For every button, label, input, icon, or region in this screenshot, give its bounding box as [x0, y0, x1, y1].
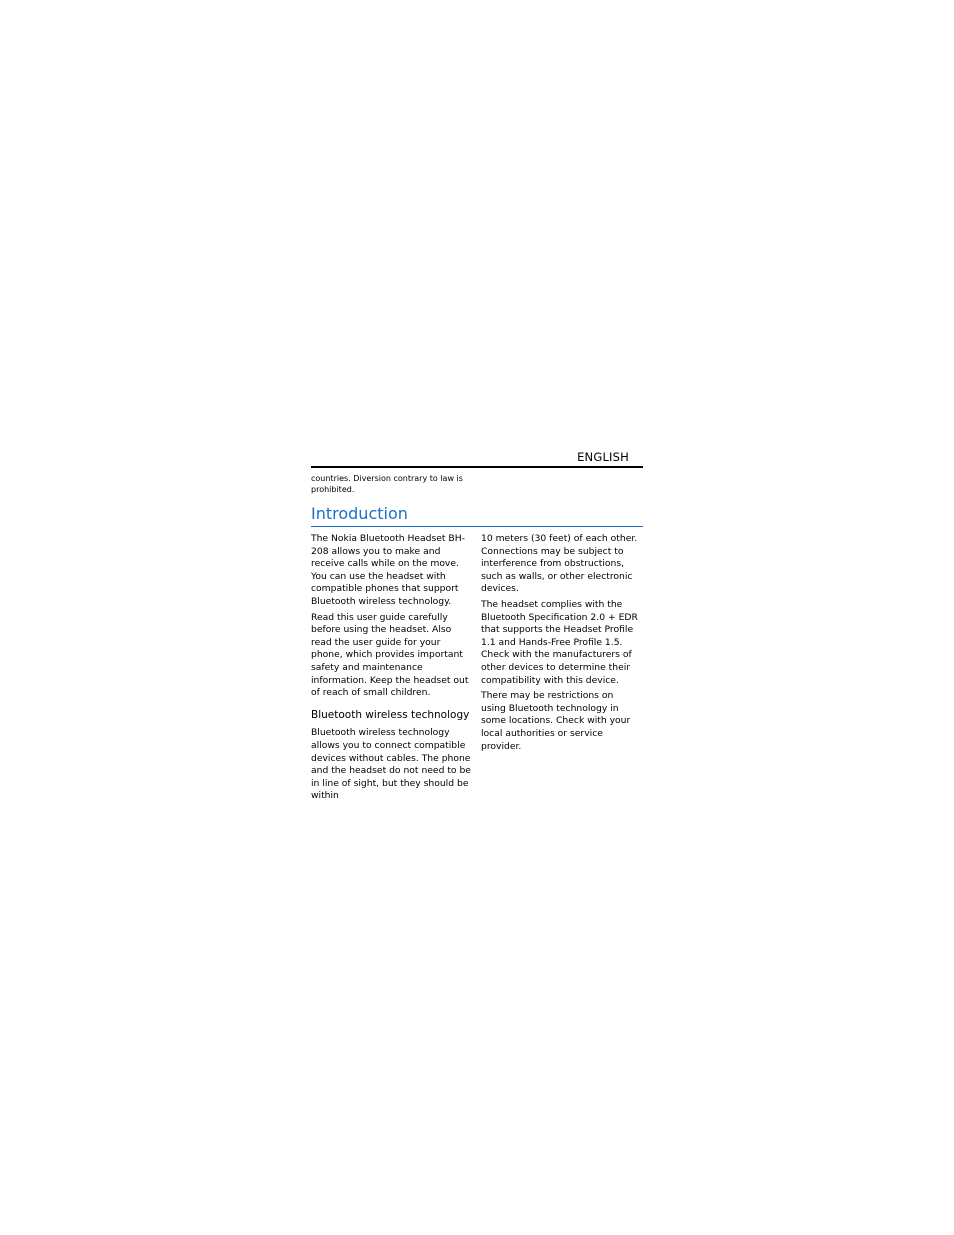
specification-paragraph: The headset complies with the Bluetooth Specification 2.0 + EDR that supports the Headset Profile 1.1 and Hands-Free Profile 1.5. Check with the manufacturers of other devices to determine their compatibility with this device. [481, 598, 638, 686]
header-divider [311, 466, 643, 468]
page-header [311, 448, 643, 466]
bluetooth-paragraph: Bluetooth wireless technology allows you to connect compatible devices without cables. The phone and the headset do not need to be in line of sight, but they should be within [311, 727, 471, 802]
continued-text: countries. Diversion contrary to law is prohibited. [311, 474, 463, 494]
bluetooth-subheading: Bluetooth wireless technology [311, 708, 470, 721]
manual-page [311, 448, 643, 802]
restrictions-paragraph: There may be restrictions on using Bluetooth technology in some locations. Check with your local authorities or service provider. [481, 690, 631, 752]
title-divider [311, 526, 643, 527]
range-paragraph: 10 meters (30 feet) of each other. Connections may be subject to interference from obstructions, such as walls, or other electronic devices. [481, 533, 638, 595]
language-label: ENGLISH [577, 450, 629, 464]
read-guide-paragraph: Read this user guide carefully before using the headset. Also read the user guide for your phone, which provides important safety and maintenance information. Keep the headset out of reach of small children. [311, 611, 469, 699]
intro-paragraph: The Nokia Bluetooth Headset BH-208 allows you to make and receive calls while on the move. You can use the headset with compatible phones that support Bluetooth wireless technology. [311, 533, 465, 607]
right-column [481, 533, 641, 756]
left-column [311, 533, 471, 806]
section-title: Introduction [311, 504, 408, 523]
